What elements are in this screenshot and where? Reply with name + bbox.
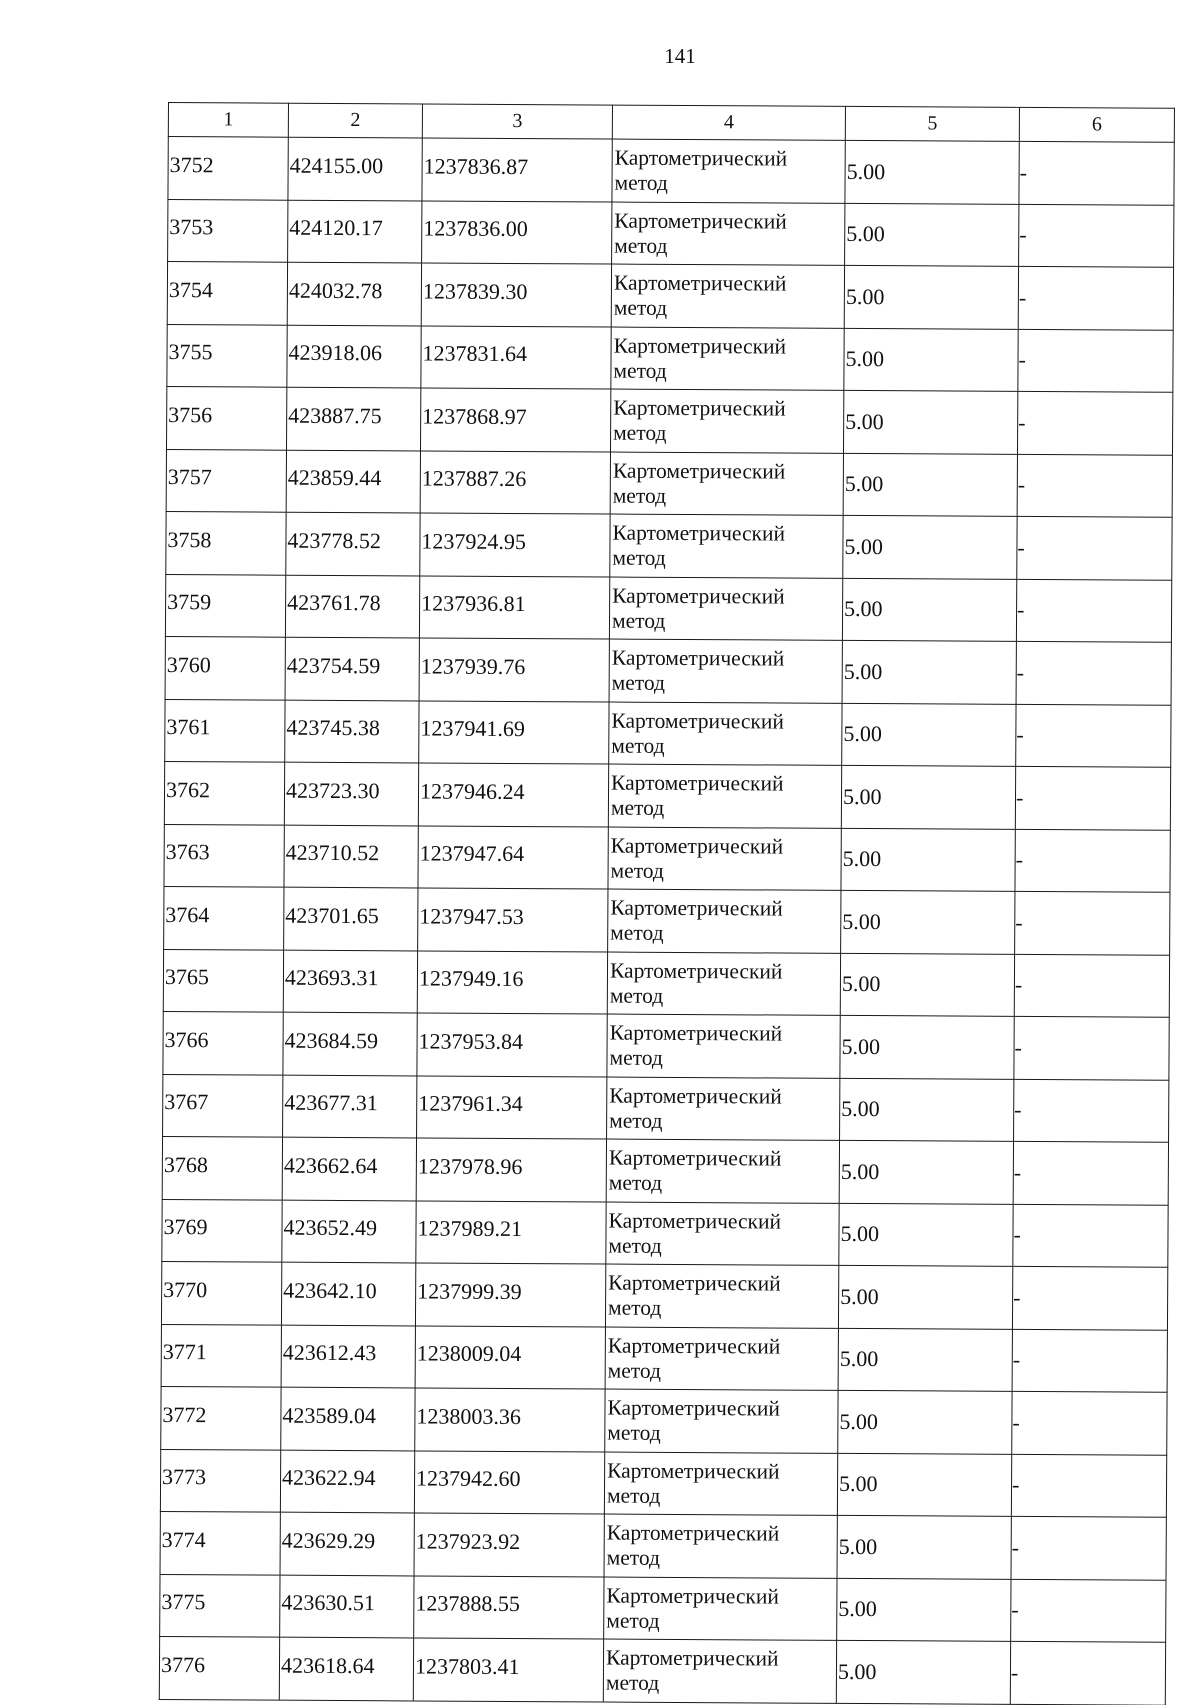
method-cell xyxy=(608,889,841,953)
table-row xyxy=(161,1386,1167,1454)
method-cell xyxy=(609,639,842,703)
accuracy-cell: 5.00 xyxy=(840,953,1014,1017)
table-row xyxy=(165,636,1171,704)
method-line-2: метод xyxy=(607,1295,662,1321)
accuracy-cell: 5.00 xyxy=(839,1203,1013,1267)
method-line-1: Картометрический xyxy=(611,708,784,734)
accuracy-cell: 5.00 xyxy=(840,1078,1014,1142)
note-cell: - xyxy=(1013,1141,1168,1204)
method-cell xyxy=(609,577,842,641)
method-line-2: метод xyxy=(611,608,666,633)
table-row xyxy=(168,137,1174,205)
x-coordinate-cell: 423642.10 xyxy=(281,1262,415,1325)
table-row xyxy=(163,1074,1169,1142)
method-line-1: Картометрический xyxy=(614,208,787,234)
y-coordinate-cell: 1237888.55 xyxy=(414,1575,604,1639)
y-coordinate-cell: 1237961.34 xyxy=(417,1075,607,1139)
method-line-1: Картометрический xyxy=(613,270,787,296)
accuracy-cell: 5.00 xyxy=(844,265,1018,329)
method-cell xyxy=(608,827,841,891)
accuracy-cell: 5.00 xyxy=(844,328,1018,392)
point-number-cell: 3761 xyxy=(165,699,285,762)
x-coordinate-cell: 423652.49 xyxy=(282,1200,416,1263)
method-cell xyxy=(607,1014,840,1078)
method-line-1: Картометрический xyxy=(606,1583,779,1609)
method-line-2: метод xyxy=(613,420,667,446)
accuracy-cell: 5.00 xyxy=(841,765,1015,829)
table-body xyxy=(159,137,1174,1705)
table-row xyxy=(164,886,1170,954)
note-cell: - xyxy=(1018,329,1173,392)
point-number-cell: 3767 xyxy=(163,1074,283,1137)
x-coordinate-cell: 423618.64 xyxy=(279,1637,413,1700)
page-number-text: 141 xyxy=(664,44,696,68)
header-row xyxy=(168,103,1174,143)
method-line-2: метод xyxy=(612,483,667,508)
table-row xyxy=(163,949,1169,1017)
accuracy-cell: 5.00 xyxy=(839,1140,1013,1204)
accuracy-cell: 5.00 xyxy=(843,453,1017,517)
y-coordinate-cell: 1237999.39 xyxy=(415,1263,605,1327)
method-cell xyxy=(612,202,845,266)
column-header-5: 5 xyxy=(845,106,1019,141)
y-coordinate-cell: 1237942.60 xyxy=(414,1450,604,1514)
method-line-1: Картометрический xyxy=(610,895,783,921)
table-row xyxy=(166,511,1172,579)
note-cell: - xyxy=(1011,1579,1166,1642)
method-line-1: Картометрический xyxy=(607,1333,781,1359)
point-number-cell: 3766 xyxy=(163,1011,283,1074)
x-coordinate-cell: 423589.04 xyxy=(281,1387,415,1450)
method-cell xyxy=(604,1514,837,1578)
point-number-cell: 3760 xyxy=(165,636,285,699)
note-cell: - xyxy=(1011,1516,1166,1579)
table-row xyxy=(165,699,1171,767)
method-line-2: метод xyxy=(614,170,668,196)
method-cell xyxy=(605,1264,838,1328)
method-line-1: Картометрический xyxy=(611,770,784,796)
y-coordinate-cell: 1237831.64 xyxy=(421,325,611,389)
note-cell: - xyxy=(1013,1204,1168,1267)
accuracy-cell: 5.00 xyxy=(842,578,1016,642)
accuracy-cell: 5.00 xyxy=(845,140,1019,204)
note-cell: - xyxy=(1018,266,1173,329)
y-coordinate-cell: 1237868.97 xyxy=(420,388,610,452)
table-row xyxy=(161,1261,1167,1329)
y-coordinate-cell: 1237836.00 xyxy=(422,200,612,264)
y-coordinate-cell: 1237947.53 xyxy=(418,888,608,952)
table-row xyxy=(159,1636,1165,1704)
x-coordinate-cell: 423918.06 xyxy=(287,325,421,388)
method-line-2: метод xyxy=(610,858,664,883)
method-line-1: Картометрический xyxy=(608,1208,782,1234)
table-row xyxy=(164,761,1170,829)
method-cell xyxy=(611,264,844,328)
point-number-cell: 3759 xyxy=(165,574,285,637)
method-line-1: Картометрический xyxy=(607,1458,780,1484)
table-row xyxy=(160,1574,1166,1642)
method-line-1: Картометрический xyxy=(613,333,787,359)
table-row xyxy=(167,262,1173,330)
method-cell xyxy=(610,514,843,578)
method-line-1: Картометрический xyxy=(613,395,786,421)
method-cell xyxy=(608,764,841,828)
point-number-cell: 3754 xyxy=(167,262,287,325)
note-cell: - xyxy=(1015,891,1170,954)
x-coordinate-cell: 423761.78 xyxy=(285,575,419,638)
method-line-2: метод xyxy=(606,1545,661,1571)
method-line-2: метод xyxy=(614,233,668,258)
accuracy-cell: 5.00 xyxy=(836,1640,1010,1704)
method-line-1: Картометрический xyxy=(605,1645,779,1671)
x-coordinate-cell: 423622.94 xyxy=(280,1450,414,1513)
point-number-cell: 3764 xyxy=(164,886,284,949)
point-number-cell: 3768 xyxy=(162,1136,282,1199)
y-coordinate-cell: 1237939.76 xyxy=(419,638,609,702)
method-line-2: метод xyxy=(608,1233,662,1258)
method-line-2: метод xyxy=(610,795,665,821)
table-row xyxy=(163,1011,1169,1079)
x-coordinate-cell: 423612.43 xyxy=(281,1325,415,1388)
accuracy-cell: 5.00 xyxy=(841,828,1015,892)
point-number-cell: 3769 xyxy=(162,1199,282,1262)
table-row xyxy=(160,1449,1166,1517)
note-cell: - xyxy=(1012,1266,1167,1329)
note-cell: - xyxy=(1010,1641,1165,1704)
point-number-cell: 3773 xyxy=(160,1449,280,1512)
note-cell: - xyxy=(1019,141,1174,204)
note-cell: - xyxy=(1019,204,1174,267)
column-header-4: 4 xyxy=(612,105,845,140)
point-number-cell: 3772 xyxy=(161,1386,281,1449)
table-row xyxy=(161,1324,1167,1392)
column-header-1: 1 xyxy=(168,103,288,138)
note-cell: - xyxy=(1017,516,1172,579)
method-line-1: Картометрический xyxy=(610,833,784,859)
table-row xyxy=(160,1511,1166,1579)
x-coordinate-cell: 423723.30 xyxy=(284,762,418,825)
y-coordinate-cell: 1237978.96 xyxy=(416,1138,606,1202)
x-coordinate-cell: 423754.59 xyxy=(285,637,419,700)
method-line-1: Картометрический xyxy=(609,1083,782,1109)
method-line-2: метод xyxy=(607,1358,662,1383)
x-coordinate-cell: 423677.31 xyxy=(283,1075,417,1138)
method-line-1: Картометрический xyxy=(608,1270,781,1296)
accuracy-cell: 5.00 xyxy=(838,1390,1012,1454)
method-cell xyxy=(603,1639,836,1703)
point-number-cell: 3763 xyxy=(164,824,284,887)
y-coordinate-cell: 1237946.24 xyxy=(418,763,608,827)
note-cell: - xyxy=(1015,829,1170,892)
table-row xyxy=(166,449,1172,517)
method-line-2: метод xyxy=(613,295,668,321)
method-line-2: метод xyxy=(607,1420,661,1446)
x-coordinate-cell: 423745.38 xyxy=(285,700,419,763)
method-line-2: метод xyxy=(611,670,666,696)
accuracy-cell: 5.00 xyxy=(838,1265,1012,1329)
method-cell xyxy=(611,327,844,391)
accuracy-cell: 5.00 xyxy=(837,1453,1011,1517)
method-line-1: Картометрический xyxy=(606,1520,780,1546)
method-line-2: метод xyxy=(605,1670,660,1696)
point-number-cell: 3776 xyxy=(159,1636,279,1699)
accuracy-cell: 5.00 xyxy=(845,203,1019,267)
y-coordinate-cell: 1237989.21 xyxy=(416,1200,606,1264)
y-coordinate-cell: 1237941.69 xyxy=(419,700,609,764)
point-number-cell: 3775 xyxy=(160,1574,280,1637)
method-line-2: метод xyxy=(606,1483,661,1508)
accuracy-cell: 5.00 xyxy=(838,1328,1012,1392)
x-coordinate-cell: 423887.75 xyxy=(286,387,420,450)
method-cell xyxy=(607,1077,840,1141)
method-cell xyxy=(604,1577,837,1641)
y-coordinate-cell: 1237924.95 xyxy=(420,513,610,577)
method-line-1: Картометрический xyxy=(612,458,786,484)
note-cell: - xyxy=(1016,641,1171,704)
y-coordinate-cell: 1237887.26 xyxy=(420,450,610,514)
accuracy-cell: 5.00 xyxy=(843,390,1017,454)
method-line-2: метод xyxy=(608,1170,663,1196)
point-number-cell: 3752 xyxy=(168,137,288,200)
method-cell xyxy=(607,952,840,1016)
y-coordinate-cell: 1238003.36 xyxy=(415,1388,605,1452)
x-coordinate-cell: 423701.65 xyxy=(284,887,418,950)
method-cell xyxy=(610,452,843,516)
accuracy-cell: 5.00 xyxy=(837,1515,1011,1579)
method-line-2: метод xyxy=(609,1045,663,1071)
method-line-2: метод xyxy=(613,358,667,383)
method-cell xyxy=(604,1452,837,1516)
y-coordinate-cell: 1237947.64 xyxy=(418,825,608,889)
note-cell: - xyxy=(1017,391,1172,454)
column-header-3: 3 xyxy=(422,104,612,139)
point-number-cell: 3774 xyxy=(160,1511,280,1574)
note-cell: - xyxy=(1014,954,1169,1017)
x-coordinate-cell: 423629.29 xyxy=(280,1512,414,1575)
y-coordinate-cell: 1237949.16 xyxy=(417,950,607,1014)
note-cell: - xyxy=(1014,1016,1169,1079)
method-line-1: Картометрический xyxy=(608,1145,782,1171)
method-line-2: метод xyxy=(609,1108,663,1133)
column-header-2: 2 xyxy=(288,103,422,138)
x-coordinate-cell: 423662.64 xyxy=(282,1137,416,1200)
y-coordinate-cell: 1238009.04 xyxy=(415,1325,605,1389)
method-cell xyxy=(606,1139,839,1203)
x-coordinate-cell: 424120.17 xyxy=(288,200,422,263)
method-line-2: метод xyxy=(606,1608,660,1633)
method-cell xyxy=(606,1202,839,1266)
table-row xyxy=(167,324,1173,392)
point-number-cell: 3757 xyxy=(166,449,286,512)
method-line-2: метод xyxy=(609,983,664,1008)
note-cell: - xyxy=(1012,1329,1167,1392)
x-coordinate-cell: 423710.52 xyxy=(284,825,418,888)
method-cell xyxy=(605,1389,838,1453)
point-number-cell: 3753 xyxy=(168,199,288,262)
y-coordinate-cell: 1237936.81 xyxy=(419,575,609,639)
method-cell xyxy=(605,1327,838,1391)
x-coordinate-cell: 423859.44 xyxy=(286,450,420,513)
table-row xyxy=(162,1136,1168,1204)
page-number xyxy=(0,44,1200,69)
point-number-cell: 3770 xyxy=(161,1261,281,1324)
method-cell xyxy=(609,702,842,766)
method-line-2: метод xyxy=(610,920,664,946)
note-cell: - xyxy=(1017,454,1172,517)
point-number-cell: 3756 xyxy=(167,386,287,449)
method-line-1: Картометрический xyxy=(607,1395,781,1421)
table-row xyxy=(168,199,1174,267)
x-coordinate-cell: 423684.59 xyxy=(283,1012,417,1075)
coordinates-table xyxy=(159,102,1175,1705)
y-coordinate-cell: 1237953.84 xyxy=(417,1013,607,1077)
point-number-cell: 3755 xyxy=(167,324,287,387)
point-number-cell: 3758 xyxy=(166,511,286,574)
column-header-6: 6 xyxy=(1019,107,1174,142)
point-number-cell: 3765 xyxy=(163,949,283,1012)
table-row xyxy=(162,1199,1168,1267)
y-coordinate-cell: 1237836.87 xyxy=(422,138,612,202)
method-line-1: Картометрический xyxy=(614,145,788,171)
note-cell: - xyxy=(1016,579,1171,642)
note-cell: - xyxy=(1012,1391,1167,1454)
point-number-cell: 3771 xyxy=(161,1324,281,1387)
note-cell: - xyxy=(1014,1079,1169,1142)
table-row xyxy=(167,386,1173,454)
table-row xyxy=(164,824,1170,892)
x-coordinate-cell: 423693.31 xyxy=(283,950,417,1013)
method-line-1: Картометрический xyxy=(612,520,786,546)
accuracy-cell: 5.00 xyxy=(841,890,1015,954)
method-cell xyxy=(610,389,843,453)
point-number-cell: 3762 xyxy=(164,761,284,824)
y-coordinate-cell: 1237839.30 xyxy=(421,263,611,327)
note-cell: - xyxy=(1015,766,1170,829)
accuracy-cell: 5.00 xyxy=(842,703,1016,767)
table-row xyxy=(165,574,1171,642)
accuracy-cell: 5.00 xyxy=(843,515,1017,579)
accuracy-cell: 5.00 xyxy=(840,1015,1014,1079)
method-line-2: метод xyxy=(612,545,666,571)
method-line-1: Картометрический xyxy=(609,1020,783,1046)
method-line-1: Картометрический xyxy=(611,645,785,671)
method-line-2: метод xyxy=(611,733,665,758)
accuracy-cell: 5.00 xyxy=(837,1578,1011,1642)
x-coordinate-cell: 424155.00 xyxy=(288,137,422,200)
y-coordinate-cell: 1237923.92 xyxy=(414,1513,604,1577)
method-cell xyxy=(612,139,845,203)
x-coordinate-cell: 423630.51 xyxy=(280,1575,414,1638)
x-coordinate-cell: 424032.78 xyxy=(287,262,421,325)
coordinates-table-wrapper xyxy=(159,102,1174,1705)
method-line-1: Картометрический xyxy=(609,958,783,984)
method-line-1: Картометрический xyxy=(612,583,785,609)
note-cell: - xyxy=(1011,1454,1166,1517)
accuracy-cell: 5.00 xyxy=(842,640,1016,704)
y-coordinate-cell: 1237803.41 xyxy=(413,1638,603,1702)
x-coordinate-cell: 423778.52 xyxy=(286,512,420,575)
note-cell: - xyxy=(1016,704,1171,767)
